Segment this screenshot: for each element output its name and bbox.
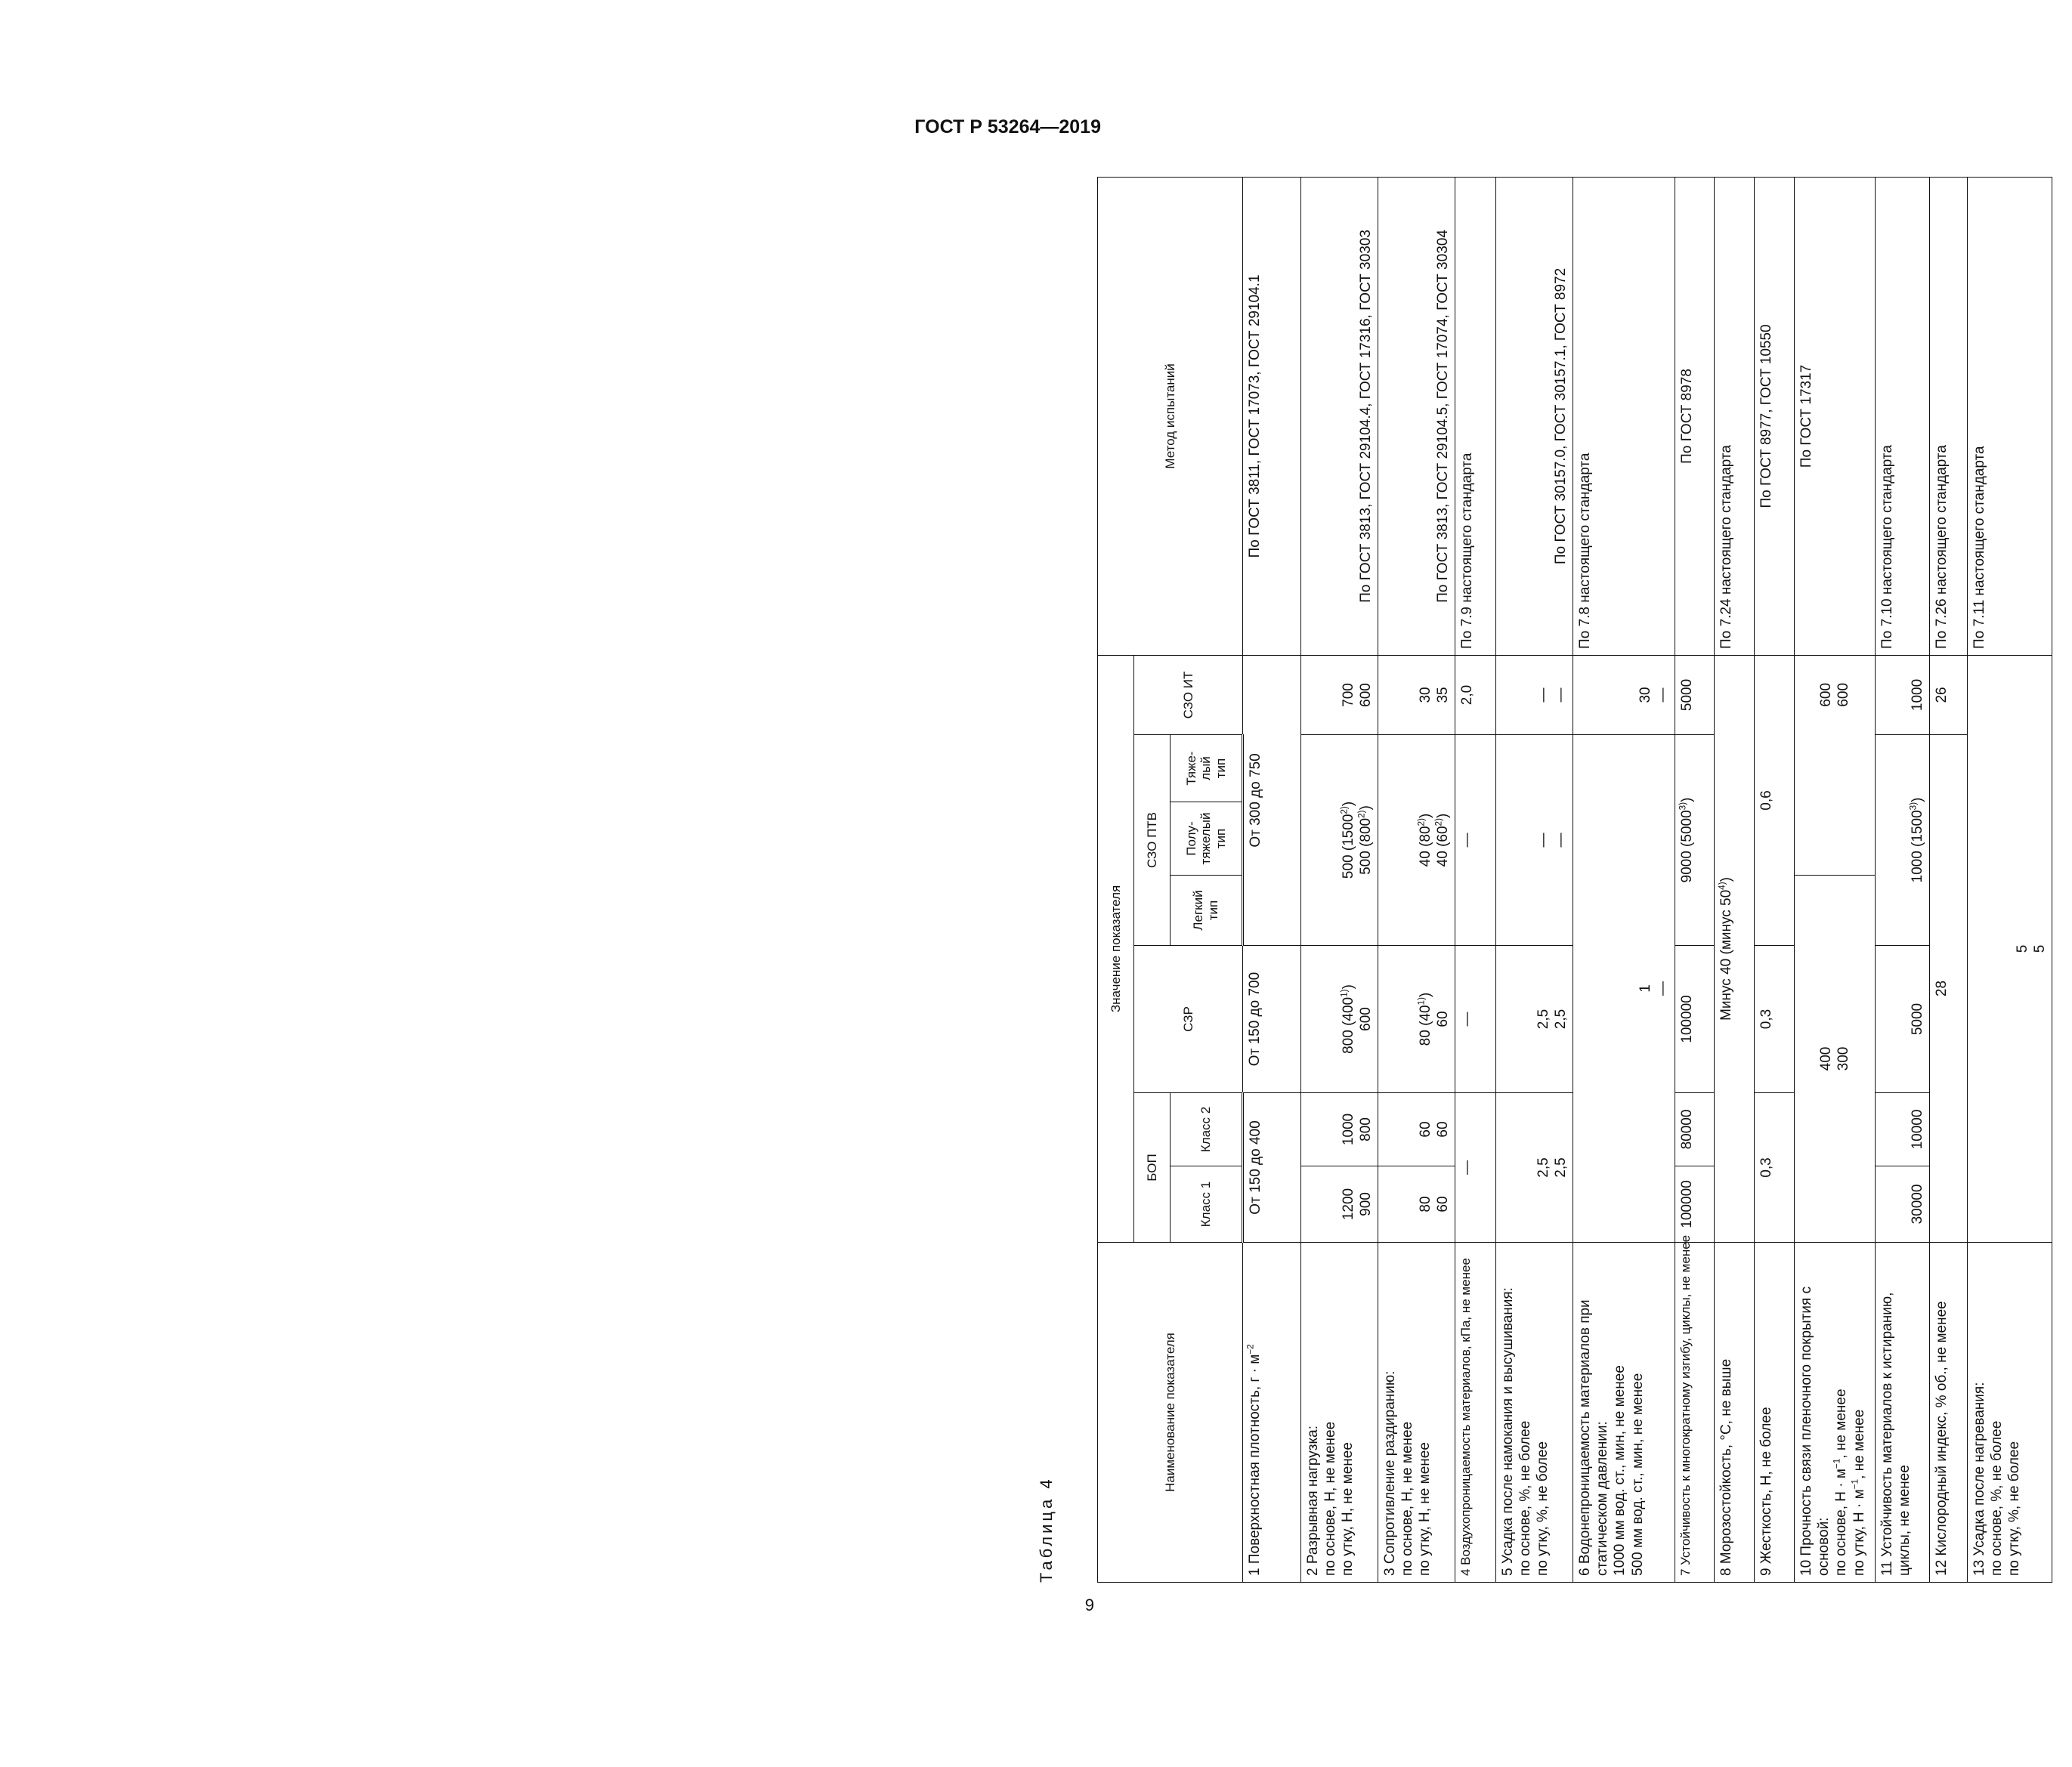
- table-row: [1243, 177, 1301, 1582]
- rotated-table-area: [1037, 178, 2072, 1583]
- row-13-name: 13 Усадка после нагревания: по основе, %, не более по утку, %, не более: [1968, 1243, 2052, 1583]
- row-3-szo-ptv: 40 (80$^{2)}$) 40 (60$^{2)}$): [1378, 735, 1455, 946]
- table-row: [1755, 177, 1795, 1582]
- row-2-class-2: 1000 800: [1301, 1093, 1378, 1166]
- row-12-method: По 7.26 настоящего стандарта: [1930, 177, 1968, 655]
- header-bop: БОП: [1134, 1093, 1171, 1243]
- row-5-name: 5 Усадка после намокания и высушивания: по основе, %, не более по утку, %, не более: [1496, 1243, 1573, 1583]
- table-caption: Таблица 4: [1037, 1476, 1056, 1583]
- row-4-szo-it: 2,0: [1455, 655, 1496, 734]
- row-4-szr: —: [1455, 946, 1496, 1093]
- row-5-szo-it: — —: [1496, 655, 1573, 734]
- row-5-szr: 2,5 2,5: [1496, 946, 1573, 1093]
- row-2-szo-ptv: 500 (1500$^{2)}$) 500 (800$^{2)}$): [1301, 735, 1378, 946]
- table-row: [1573, 177, 1675, 1582]
- document-code: ГОСТ Р 53264—2019: [914, 116, 1101, 137]
- table-row: [1301, 177, 1378, 1582]
- row-13-method: По 7.11 настоящего стандарта: [1968, 177, 2052, 655]
- table-row: [1715, 177, 1755, 1582]
- table-row: [1795, 177, 1876, 1582]
- header-class-2: Класс 2: [1171, 1093, 1243, 1166]
- table-row: [1378, 177, 1455, 1582]
- row-6-method: По 7.8 настоящего стандарта: [1573, 177, 1675, 655]
- row-4-bop: —: [1455, 1093, 1496, 1243]
- row-6-name: 6 Водонепроницаемость материалов при статическом давлении: 1000 мм вод. ст., мин, не менее 500 мм вод. ст., мин, не менее: [1573, 1243, 1675, 1583]
- row-10-value: 400 300: [1795, 876, 1876, 1243]
- row-3-class-2: 60 60: [1378, 1093, 1455, 1166]
- row-10-method: По ГОСТ 17317: [1795, 177, 1876, 655]
- row-9-bop: 0,3: [1755, 1093, 1795, 1243]
- row-6-szo-it: 30 —: [1573, 655, 1675, 734]
- table-row: [1675, 177, 1715, 1582]
- header-szo-ptv: СЗО ПТВ: [1134, 735, 1171, 946]
- row-4-name: 4 Воздухопроницаемость материалов, кПа, не менее: [1455, 1243, 1496, 1583]
- row-10-szo: 600 600: [1795, 655, 1876, 875]
- row-3-szr: 80 (40$^{1)}$) 60: [1378, 946, 1455, 1093]
- header-light-type: Легкий тип: [1171, 876, 1243, 946]
- header-method: Метод испытаний: [1098, 177, 1243, 655]
- row-11-method: По 7.10 настоящего стандарта: [1876, 177, 1930, 655]
- row-8-name: 8 Морозостойкость, °С, не выше: [1715, 1243, 1755, 1583]
- row-9-name: 9 Жесткость, Н, не более: [1755, 1243, 1795, 1583]
- row-3-method: По ГОСТ 3813, ГОСТ 29104.5, ГОСТ 17074, ГОСТ 30304: [1378, 177, 1455, 655]
- row-2-szo-it: 700 600: [1301, 655, 1378, 734]
- row-7-szo-it: 5000: [1675, 655, 1715, 734]
- row-13-value: 5 5: [1968, 655, 2052, 1242]
- row-2-class-1: 1200 900: [1301, 1166, 1378, 1243]
- row-5-bop: 2,5 2,5: [1496, 1093, 1573, 1243]
- table-row: [1455, 177, 1496, 1582]
- table-row: [1496, 177, 1573, 1582]
- row-11-szr: 5000: [1876, 946, 1930, 1093]
- row-1-bop: От 150 до 400: [1243, 1093, 1301, 1243]
- row-11-class-1: 30000: [1876, 1166, 1930, 1243]
- row-10-name: 10 Прочность связи пленочного покрытия с основой: по основе, $Н \cdot м^{-1}$, не менее по утку, $Н \cdot м^{-1}$, не менее: [1795, 1243, 1876, 1583]
- table-4: [1097, 177, 2052, 1583]
- row-9-method: По ГОСТ 8977, ГОСТ 10550: [1755, 177, 1795, 655]
- header-szr: СЗР: [1134, 946, 1243, 1093]
- table-row: [1930, 177, 1968, 1582]
- row-7-class-2: 80000: [1675, 1093, 1715, 1166]
- row-3-szo-it: 30 35: [1378, 655, 1455, 734]
- row-5-method: По ГОСТ 30157.0, ГОСТ 30157.1, ГОСТ 8972: [1496, 177, 1573, 655]
- row-9-szr: 0,3: [1755, 946, 1795, 1093]
- row-2-szr: 800 (400$^{1)}$) 600: [1301, 946, 1378, 1093]
- row-7-szo-ptv: 9000 (5000$^{3)}$): [1675, 735, 1715, 946]
- row-8-method: По 7.24 настоящего стандарта: [1715, 177, 1755, 655]
- row-3-class-1: 80 60: [1378, 1166, 1455, 1243]
- row-8-value: Минус 40 (минус 50$^{4)}$): [1715, 655, 1755, 1242]
- row-1-szr: От 150 до 700: [1243, 946, 1301, 1093]
- row-12-value: 28: [1930, 735, 1968, 1243]
- row-7-name: 7 Устойчивость к многократному изгибу, циклы, не менее: [1675, 1243, 1715, 1583]
- header-class-1: Класс 1: [1171, 1166, 1243, 1243]
- row-11-class-2: 10000: [1876, 1093, 1930, 1166]
- row-4-szo-ptv: —: [1455, 735, 1496, 946]
- row-5-szo-ptv: — —: [1496, 735, 1573, 946]
- row-2-name: 2 Разрывная нагрузка: по основе, Н, не менее по утку, Н, не менее: [1301, 1243, 1378, 1583]
- row-12-szo-it: 26: [1930, 655, 1968, 734]
- row-9-szo: 0,6: [1755, 655, 1795, 945]
- row-1-name: 1 Поверхностная плотность, $г \cdot м^{-2}$: [1243, 1243, 1301, 1583]
- page-number: 9: [1084, 1596, 1094, 1614]
- header-heavy-type: Тяже- лый тип: [1171, 735, 1243, 802]
- header-name: Наименование показателя: [1098, 1243, 1243, 1583]
- row-11-szo-ptv: 1000 (1500$^{3)}$): [1876, 735, 1930, 946]
- row-11-szo-it: 1000: [1876, 655, 1930, 734]
- row-1-method: По ГОСТ 3811, ГОСТ 17073, ГОСТ 29104.1: [1243, 177, 1301, 655]
- header-semi-heavy-type: Полу- тяжелый тип: [1171, 802, 1243, 876]
- header-szo-it: СЗО ИТ: [1134, 655, 1243, 734]
- row-12-name: 12 Кислородный индекс, % об., не менее: [1930, 1243, 1968, 1583]
- row-7-method: По ГОСТ 8978: [1675, 177, 1715, 655]
- row-2-method: По ГОСТ 3813, ГОСТ 29104.4, ГОСТ 17316, ГОСТ 30303: [1301, 177, 1378, 655]
- row-3-name: 3 Сопротивление раздиранию: по основе, Н, не менее по утку, Н, не менее: [1378, 1243, 1455, 1583]
- row-7-class-1: 100000: [1675, 1166, 1715, 1243]
- row-1-szo: От 300 до 750: [1243, 655, 1301, 945]
- table-row: [1876, 177, 1930, 1582]
- row-11-name: 11 Устойчивость материалов к истиранию, циклы, не менее: [1876, 1243, 1930, 1583]
- row-6-value: 1 —: [1573, 735, 1675, 1243]
- table-row: [1968, 177, 2052, 1582]
- row-7-szr: 100000: [1675, 946, 1715, 1093]
- header-value: Значение показателя: [1098, 655, 1134, 1242]
- row-4-method: По 7.9 настоящего стандарта: [1455, 177, 1496, 655]
